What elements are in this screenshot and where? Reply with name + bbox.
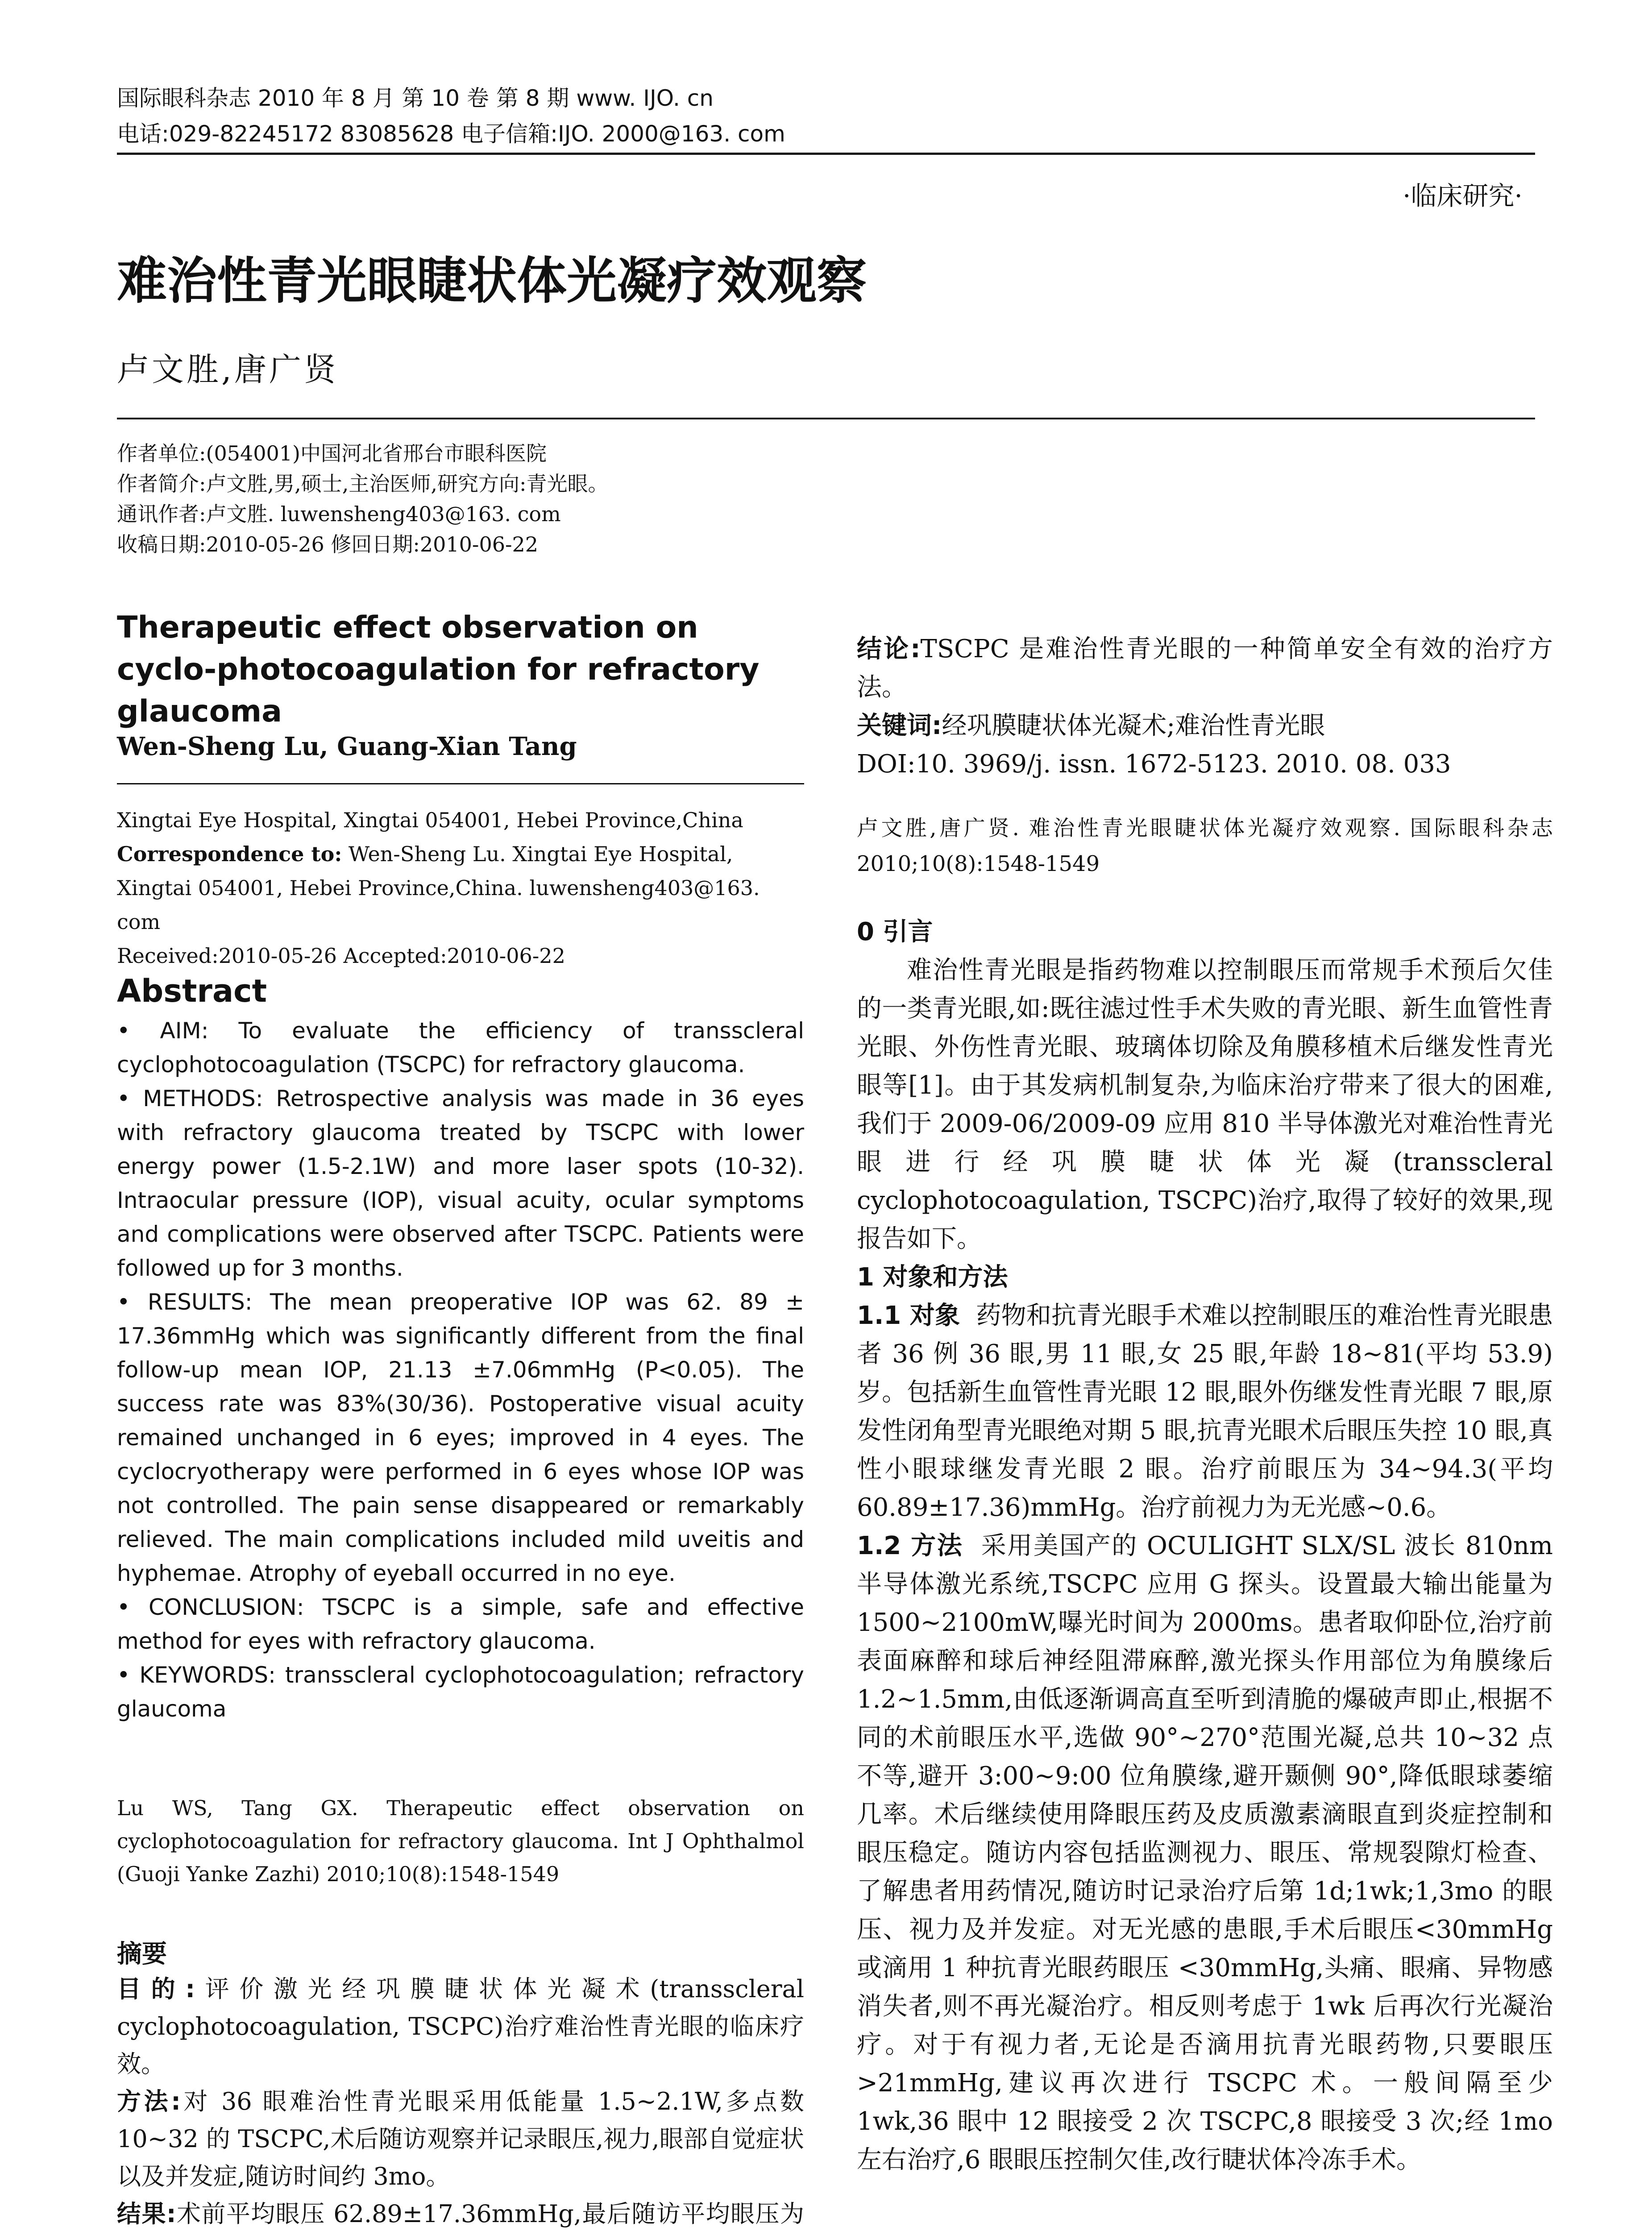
- correspondence-text: Wen-Sheng Lu. Xingtai Eye Hospital, Xingtai 054001, Hebei Province,China. luwensheng403@163. com: [117, 842, 760, 934]
- cn-abstract-heading: 摘要: [117, 1940, 167, 1969]
- cn-aim-label: 目的:: [117, 1975, 195, 2003]
- english-correspondence: [117, 837, 804, 939]
- cn-conclusion-text: TSCPC 是难治性青光眼的一种简单安全有效的治疗方法。: [857, 634, 1553, 702]
- journal-header-line2: 电话:029-82245172 83085628 电子信箱:IJO. 2000@163. com: [117, 121, 785, 147]
- english-citation: Lu WS, Tang GX. Therapeutic effect observation on cyclophotocoagulation for refractory glaucoma. Int J Ophthalmol (Guoji Yanke Zazhi) 2010;10(8):1548-1549: [117, 1796, 804, 1886]
- abstract-body: [117, 1014, 804, 1726]
- cn-keywords: [857, 707, 1553, 745]
- correspondence-label: Correspondence to:: [117, 842, 342, 866]
- methods-heading: 1 对象和方法: [857, 1263, 1008, 1292]
- received-dates: 收稿日期:2010-05-26 修回日期:2010-06-22: [117, 532, 539, 556]
- affiliation: 作者单位:(054001)中国河北省邢台市眼科医院: [117, 441, 547, 465]
- abstract-results: • RESULTS: The mean preoperative IOP was 62. 89 ± 17.36mmHg which was significantly different from the final follow-up mean IOP, 21.13 ±7.06mmHg (P<0.05). The success rate was 83%(30/36). Postoperative visual acuity remained unchanged in 6 eyes; improved in 4 eyes. The cyclocryotherapy were performed in 6 eyes whose IOP was not controlled. The pain sense disappeared or remarkably relieved. The main complications included mild uveitis and hyphemae. Atrophy of eyeball occurred in no eye.: [117, 1289, 804, 1586]
- english-title: Therapeutic effect observation on cyclo-photocoagulation for refractory glaucoma: [117, 610, 760, 729]
- header-rule: [117, 153, 1535, 155]
- cn-citation: 卢文胜,唐广贤. 难治性青光眼睫状体光凝疗效观察. 国际眼科杂志 2010;10(8):1548-1549: [857, 816, 1553, 876]
- article-authors: 卢文胜,唐广贤: [117, 351, 339, 388]
- english-affiliation: [117, 803, 804, 973]
- abstract-aim: • AIM: To evaluate the efficiency of transscleral cyclophotocoagulation (TSCPC) for refractory glaucoma.: [117, 1018, 804, 1078]
- cn-methods-text: 对 36 眼难治性青光眼采用低能量 1.5~2.1W,多点数 10~32 的 TSCPC,术后随访观察并记录眼压,视力,眼部自觉症状以及并发症,随访时间约 3mo。: [117, 2087, 804, 2190]
- subsection-objects: [857, 1297, 1553, 1527]
- cn-aim-text: 评价激光经巩膜睫状体光凝术(transscleral cyclophotocoagulation, TSCPC)治疗难治性青光眼的临床疗效。: [117, 1975, 804, 2078]
- cn-methods: [117, 2083, 804, 2195]
- cn-keywords-text: 经巩膜睫状体光凝术;难治性青光眼: [942, 711, 1325, 740]
- abstract-heading: Abstract: [117, 973, 267, 1009]
- english-aff-line: Xingtai Eye Hospital, Xingtai 054001, Hebei Province,China: [117, 808, 743, 832]
- right-column: [857, 438, 1553, 2179]
- cn-results-text: 术前平均眼压 62.89±17.36mmHg,最后随访平均眼压为: [176, 2200, 804, 2228]
- abstract-methods: • METHODS: Retrospective analysis was made in 36 eyes with refractory glaucoma treated by TSCPC with lower energy power (1.5-2.1W) and more laser spots (10-32). Intraocular pressure (IOP), visual acuity, ocular symptoms and complications were observed after TSCPC. Patients were followed up for 3 months.: [117, 1086, 804, 1281]
- cn-doi: DOI:10. 3969/j. issn. 1672-5123. 2010. 08. 033: [857, 750, 1451, 779]
- title-rule: [117, 418, 1535, 419]
- cn-keywords-label: 关键词:: [857, 711, 942, 740]
- author-bio: 作者简介:卢文胜,男,硕士,主治医师,研究方向:青光眼。: [117, 472, 609, 496]
- correspondence-author: 通讯作者:卢文胜. luwensheng403@163. com: [117, 502, 561, 526]
- abstract-conclusion: • CONCLUSION: TSCPC is a simple, safe and effective method for eyes with refractory glaucoma.: [117, 1594, 804, 1654]
- author-meta: [117, 438, 804, 560]
- intro-heading: 0 引言: [857, 917, 933, 946]
- cn-conclusion: [857, 630, 1553, 707]
- english-authors: Wen-Sheng Lu, Guang-Xian Tang: [117, 732, 577, 761]
- cn-results-label: 结果:: [117, 2200, 176, 2228]
- cn-methods-label: 方法:: [117, 2087, 181, 2115]
- cn-results: [117, 2195, 804, 2231]
- abstract-keywords: • KEYWORDS: transscleral cyclophotocoagulation; refractory glaucoma: [117, 1662, 804, 1722]
- sub1-text: 药物和抗青光眼手术难以控制眼压的难治性青光眼患者 36 例 36 眼,男 11 眼,女 25 眼,年龄 18~81(平均 53.9)岁。包括新生血管性青光眼 12 眼,眼外伤继发性青光眼 7 眼,原发性闭角型青光眼绝对期 5 眼,抗青光眼术后眼压失控 10 眼,真性小眼球继发青光眼 2 眼。治疗前眼压为 34~94.3(平均 60.89±17.36)mmHg。治疗前视力为无光感~0.6。: [857, 1301, 1553, 1522]
- english-authors-rule: [117, 783, 804, 784]
- subsection-methods: [857, 1527, 1553, 2179]
- article-title: 难治性青光眼睫状体光凝疗效观察: [117, 252, 867, 310]
- sub2-text: 采用美国产的 OCULIGHT SLX/SL 波长 810nm 半导体激光系统,TSCPC 应用 G 探头。设置最大输出能量为 1500~2100mW,曝光时间为 2000ms。患者取仰卧位,治疗前表面麻醉和球后神经阻滞麻醉,激光探头作用部位为角膜缘后 1.2~1.5mm,由低逐渐调高直至听到清脆的爆破声即止,根据不同的术前眼压水平,选做 90°~270°范围光凝,总共 10~32 点不等,避开 3:00~9:00 位角膜缘,避开颞侧 90°,降低眼球萎缩几率。术后继续使用降眼压药及皮质激素滴眼直到炎症控制和眼压稳定。随访内容包括监测视力、眼压、常规裂隙灯检查、了解患者用药情况,随访时记录治疗后第 1d;1wk;1,3mo 的眼压、视力及并发症。对无光感的患眼,手术后眼压<30mmHg 或滴用 1 种抗青光眼药眼压 <30mmHg,头痛、眼痛、异物感消失者,则不再光凝治疗。相反则考虑于 1wk 后再次行光凝治疗。对于有视力者,无论是否滴用抗青光眼药物,只要眼压>21mmHg,建议再次进行 TSCPC 术。一般间隔至少 1wk,36 眼中 12 眼接受 2 次 TSCPC,8 眼接受 3 次;经 1mo 左右治疗,6 眼眼压控制欠佳,改行睫状体冷冻手术。: [857, 1531, 1553, 2174]
- cn-conclusion-label: 结论:: [857, 634, 921, 663]
- sub1-label: 1.1 对象: [857, 1301, 960, 1330]
- intro-paragraph: 难治性青光眼是指药物难以控制眼压而常规手术预后欠佳的一类青光眼,如:既往滤过性手术失败的青光眼、新生血管性青光眼、外伤性青光眼、玻璃体切除及角膜移植术后继发性青光眼等[1]。由于其发病机制复杂,为临床治疗带来了很大的困难,我们于 2009-06/2009-09 应用 810 半导体激光对难治性青光眼进行经巩膜睫状体光凝(transscleral cyclophotocoagulation, TSCPC)治疗,取得了较好的效果,现报告如下。: [857, 956, 1553, 1253]
- sub2-label: 1.2 方法: [857, 1531, 963, 1560]
- journal-header-line1: 国际眼科杂志 2010 年 8 月 第 10 卷 第 8 期 www. IJO. cn: [117, 85, 714, 111]
- cn-abstract-body: [117, 1970, 804, 2231]
- section-tag: ·临床研究·: [1403, 181, 1523, 211]
- english-received: Received:2010-05-26 Accepted:2010-06-22: [117, 944, 565, 968]
- cn-aim: [117, 1970, 804, 2083]
